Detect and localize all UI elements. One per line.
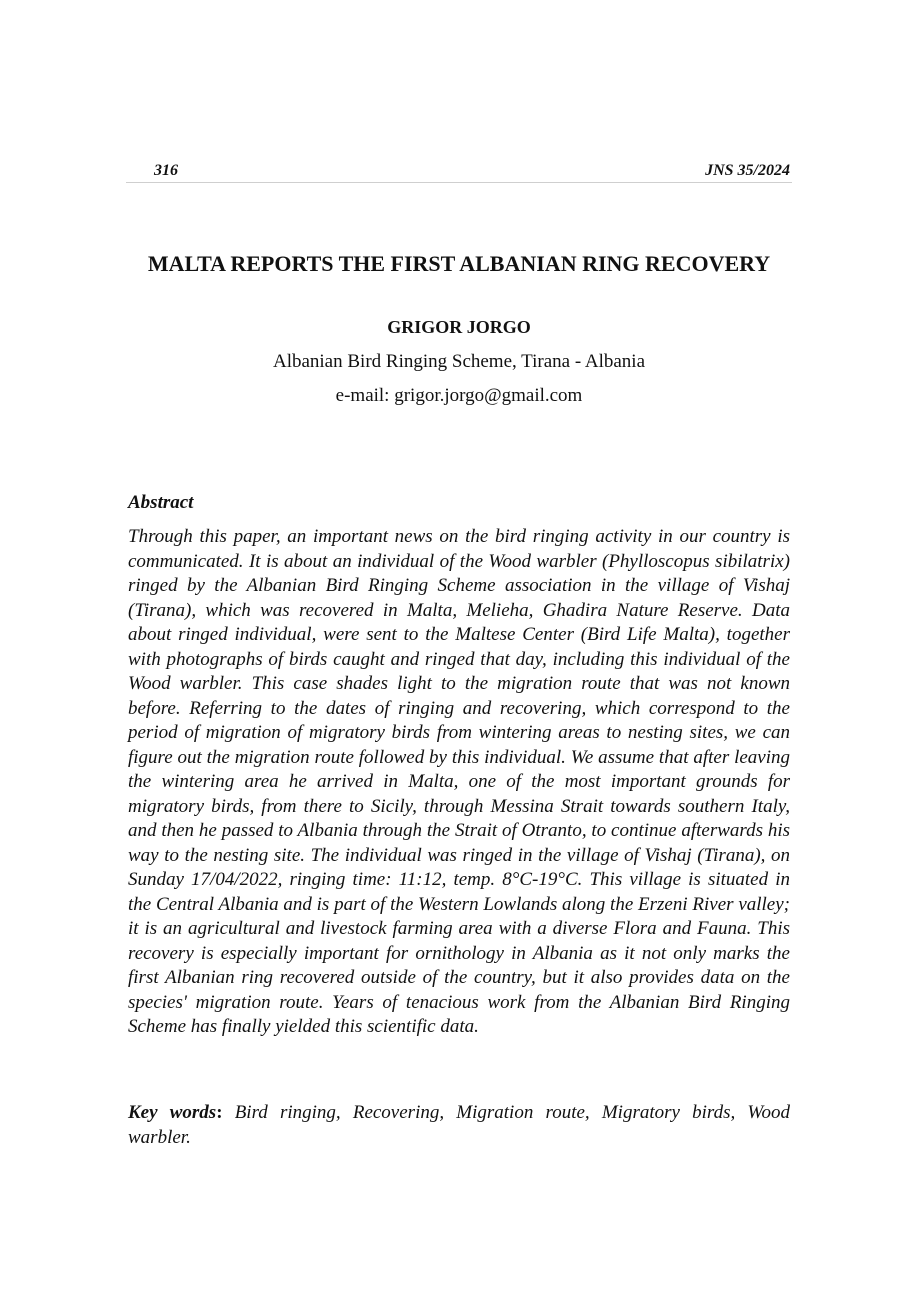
keywords-text: Bird ringing, Recovering, Migration route, Migratory birds, Wood warbler. — [128, 1102, 791, 1148]
keywords-label-text: Key words — [128, 1102, 217, 1123]
abstract-text: Through this paper, an important news on the bird ringing activity in our country is communicated. It is about an individual of the Wood warbler (Phylloscopus sibilatrix) ringed by the Albanian Bird Ringing Scheme association in the village of Vishaj (Tirana), which was recovered in Malta, Melieha, Ghadira Nature Reserve. Data about ringed individual, were sent to the Maltese Center (Bird Life Malta), together with photographs of birds caught and ringed that day, including this individual of the Wood warbler. This case shades light to the migration route that was not known before. Referring to the dates of ringing and recovering, which correspond to the period of migration of migratory birds from wintering areas to nesting sites, we can figure out the migration route followed by this individual. We assume that after leaving the wintering area he arrived in Malta, one of the most important grounds for migratory birds, from there to Sicily, through Messina Strait towards southern Italy, and then he passed to Albania through the Strait of Otranto, to continue afterwards his way to the nesting site. The individual was ringed in the village of Vishaj (Tirana), on Sunday 17/04/2022, ringing time: 11:12, temp. 8°C-19°C. This village is situated in the Central Albania and is part of the Western Lowlands along the Erzeni River valley; it is an agricultural and livestock farming area with a diverse Flora and Fauna. This recovery is especially important for ornithology in Albania as it not only marks the first Albanian ring recovered outside of the country, but it also provides data on the species' migration route. Years of tenacious work from the Albanian Bird Ringing Scheme has finally yielded this scientific data. — [128, 526, 790, 1037]
author-name: GRIGOR JORGO — [387, 317, 531, 337]
author-affiliation: Albanian Bird Ringing Scheme, Tirana - Albania — [272, 351, 646, 372]
abstract-heading: Abstract — [128, 492, 194, 513]
author-email: e-mail: grigor.jorgo@gmail.com — [335, 385, 583, 406]
running-header — [126, 160, 792, 183]
journal-reference: JNS 35/2024 — [705, 162, 790, 179]
keywords-paragraph — [128, 1101, 790, 1150]
paper-title: MALTA REPORTS THE FIRST ALBANIAN RING RECOVERY — [147, 251, 771, 276]
keywords-colon: : — [216, 1102, 223, 1123]
keywords-label — [128, 1102, 223, 1123]
page-number: 316 — [154, 162, 178, 179]
